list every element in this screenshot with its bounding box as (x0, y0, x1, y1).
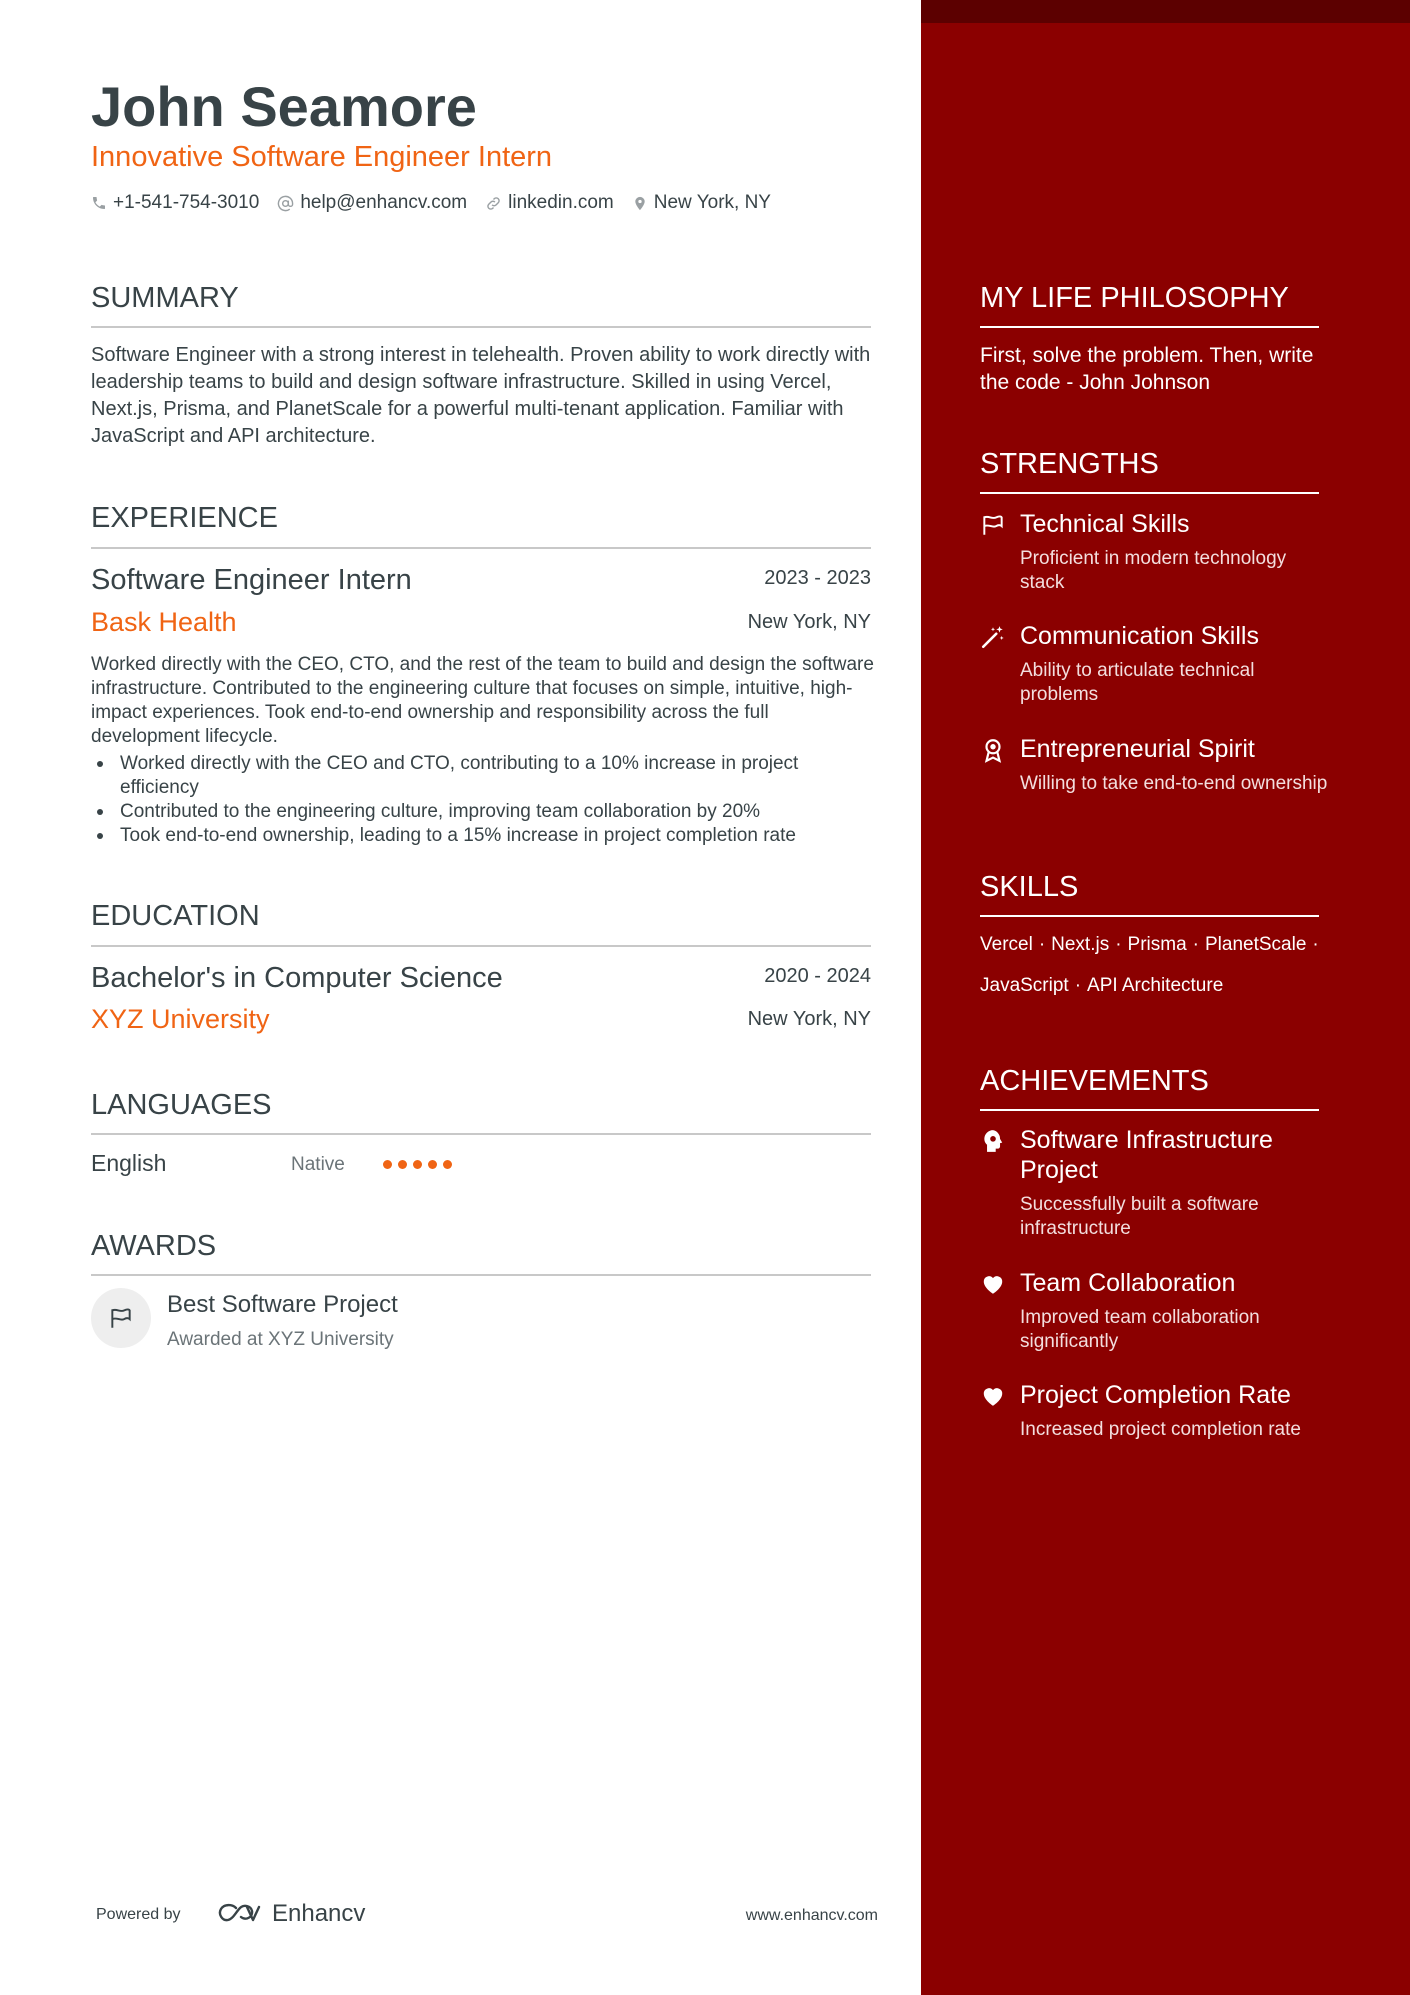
rating-dot (428, 1160, 437, 1169)
contact-email-text: help@enhancv.com (300, 192, 468, 213)
experience-description: Worked directly with the CEO, CTO, and the rest of the team to build and design the software infrastructure. Contributed to the engineering culture that focuses on simple, intuitive, high-impact experiences. Took end-to-end ownership and responsibility across the full development lifecycle. (91, 654, 874, 747)
contact-linkedin-text: linkedin.com (508, 192, 614, 213)
skill-tag: Vercel (980, 934, 1033, 955)
skill-separator: · (1115, 934, 1122, 955)
experience-heading: EXPERIENCE (91, 502, 278, 534)
strength-description: Willing to take end-to-end ownership (1020, 773, 1328, 794)
rating-dot (443, 1160, 452, 1169)
achievement-title: Software Infrastructure Project (1020, 1126, 1273, 1184)
language-level: Native (291, 1154, 345, 1175)
skills-list (980, 924, 1340, 1006)
award-icon-badge (91, 1288, 151, 1348)
experience-dates: 2023 - 2023 (764, 567, 871, 589)
contact-linkedin[interactable] (485, 192, 614, 214)
at-icon (277, 195, 294, 212)
candidate-headline: Innovative Software Engineer Intern (91, 141, 553, 173)
skill-tag: JavaScript (980, 975, 1069, 996)
location-pin-icon (632, 195, 648, 212)
languages-divider (91, 1133, 871, 1135)
achievement-icon (980, 1128, 1006, 1154)
strength-title: Technical Skills (1020, 510, 1190, 538)
skills-divider (980, 915, 1319, 917)
contact-phone-text: +1-541-754-3010 (113, 192, 260, 213)
award-description: Awarded at XYZ University (167, 1329, 394, 1350)
contact-email[interactable] (277, 192, 467, 214)
contact-bar (91, 192, 789, 214)
heart-icon (980, 1271, 1006, 1297)
skill-tag: Next.js (1051, 934, 1110, 955)
achievement-title: Project Completion Rate (1020, 1381, 1291, 1409)
list-item: Worked directly with the CEO and CTO, contributing to a 10% increase in project efficiency (91, 752, 881, 800)
contact-location (632, 192, 771, 214)
education-school[interactable]: XYZ University (91, 1004, 270, 1034)
experience-company[interactable]: Bask Health (91, 607, 237, 637)
contact-phone[interactable] (91, 192, 259, 214)
rating-dot (383, 1160, 392, 1169)
website-link[interactable]: www.enhancv.com (745, 1907, 878, 1924)
awards-divider (91, 1274, 871, 1276)
education-heading: EDUCATION (91, 900, 260, 932)
strengths-heading: STRENGTHS (980, 448, 1159, 480)
education-divider (91, 945, 871, 947)
experience-divider (91, 547, 871, 549)
skill-tag: PlanetScale (1205, 934, 1307, 955)
enhancv-logo-icon (214, 1902, 262, 1926)
skill-tag: API Architecture (1087, 975, 1224, 996)
strength-description: Proficient in modern technology stack (1020, 548, 1287, 593)
award-title: Best Software Project (167, 1291, 398, 1318)
link-icon (485, 195, 502, 212)
language-rating (383, 1160, 458, 1169)
list-item: Took end-to-end ownership, leading to a 15% increase in project completion rate (91, 824, 881, 848)
education-dates: 2020 - 2024 (764, 965, 871, 987)
flag-icon (980, 512, 1006, 538)
philosophy-text: First, solve the problem. Then, write the code - John Johnson (980, 344, 1314, 394)
skill-tag: Prisma (1127, 934, 1187, 955)
experience-location: New York, NY (747, 611, 871, 633)
philosophy-heading: MY LIFE PHILOSOPHY (980, 282, 1289, 314)
skills-heading: SKILLS (980, 871, 1079, 903)
heart-icon (980, 1383, 1006, 1409)
strength-description: Ability to articulate technical problems (1020, 660, 1255, 705)
rating-dot (413, 1160, 422, 1169)
achievement-description: Improved team collaboration significantly (1020, 1307, 1260, 1352)
sidebar-top-bar (921, 0, 1410, 23)
skill-separator: · (1312, 934, 1319, 955)
achievement-icon (980, 1383, 1006, 1409)
skill-separator: · (1038, 934, 1046, 955)
powered-by-label: Powered by (96, 1906, 181, 1923)
strength-title: Communication Skills (1020, 622, 1259, 650)
head-gear-icon (980, 1128, 1006, 1154)
achievement-icon (980, 1271, 1006, 1297)
flag-icon (108, 1305, 134, 1331)
languages-heading: LANGUAGES (91, 1089, 272, 1121)
awards-heading: AWARDS (91, 1230, 217, 1262)
achievements-divider (980, 1109, 1319, 1111)
list-item: Contributed to the engineering culture, improving team collaboration by 20% (91, 800, 881, 824)
phone-icon (91, 195, 107, 211)
brand-name: Enhancv (272, 1900, 366, 1927)
experience-bullets (91, 752, 881, 848)
achievement-description: Successfully built a software infrastructure (1020, 1194, 1259, 1239)
magic-wand-icon (980, 624, 1006, 650)
strength-icon (980, 737, 1006, 763)
candidate-name: John Seamore (91, 75, 477, 138)
philosophy-divider (980, 326, 1319, 328)
strength-icon (980, 624, 1006, 650)
achievement-title: Team Collaboration (1020, 1269, 1236, 1297)
experience-role: Software Engineer Intern (91, 564, 412, 596)
strength-title: Entrepreneurial Spirit (1020, 735, 1255, 763)
rating-dot (398, 1160, 407, 1169)
summary-divider (91, 326, 871, 328)
summary-text: Software Engineer with a strong interest in telehealth. Proven ability to work directly with leadership teams to build and design software infrastructure. Skilled in using Vercel, Next.js, Prisma, and PlanetScale for a powerful multi-tenant application. Familiar with JavaScript and API architecture. (91, 344, 871, 447)
strengths-divider (980, 492, 1319, 494)
language-name: English (91, 1150, 167, 1176)
contact-location-text: New York, NY (653, 192, 771, 213)
achievement-description: Increased project completion rate (1020, 1419, 1301, 1440)
skill-separator: · (1192, 934, 1199, 955)
summary-heading: SUMMARY (91, 282, 239, 314)
education-location: New York, NY (747, 1008, 871, 1030)
medal-icon (980, 737, 1006, 763)
strength-icon (980, 512, 1006, 538)
education-degree: Bachelor's in Computer Science (91, 962, 503, 994)
brand-logo[interactable] (214, 1900, 365, 1928)
achievements-heading: ACHIEVEMENTS (980, 1065, 1209, 1097)
skill-separator: · (1074, 975, 1082, 996)
